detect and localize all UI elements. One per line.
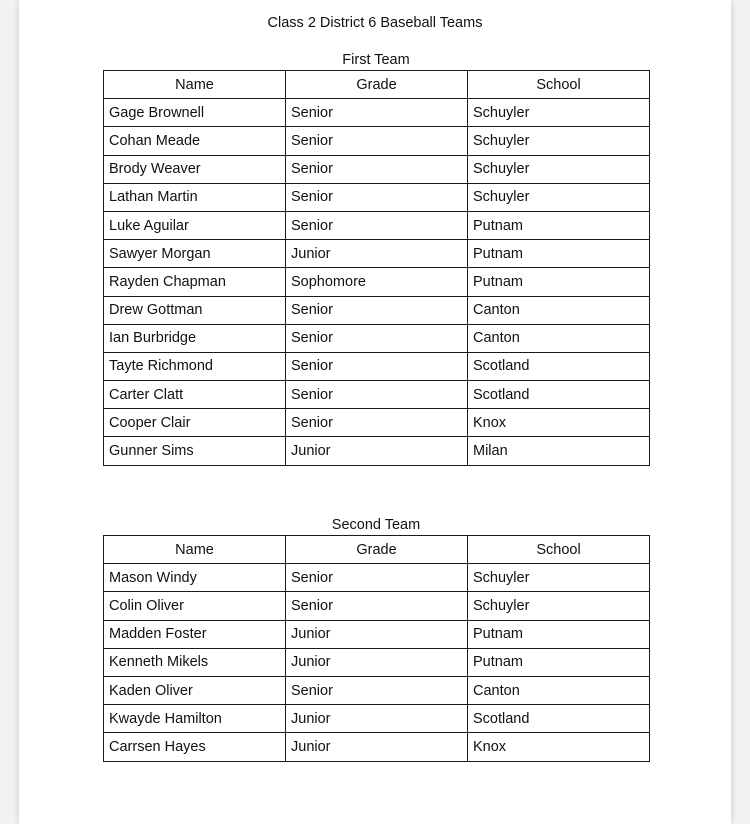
table-row — [104, 592, 650, 620]
school-cell: Putnam — [468, 240, 650, 268]
player-name-cell: Mason Windy — [104, 564, 286, 592]
grade-cell: Senior — [286, 676, 468, 704]
table-row — [104, 409, 650, 437]
player-name-cell: Cohan Meade — [104, 127, 286, 155]
table-row — [104, 564, 650, 592]
grade-cell: Senior — [286, 127, 468, 155]
player-name-cell: Colin Oliver — [104, 592, 286, 620]
grade-cell: Junior — [286, 705, 468, 733]
second-team-table — [103, 535, 650, 762]
grade-cell: Junior — [286, 733, 468, 761]
school-cell: Schuyler — [468, 183, 650, 211]
grade-cell: Senior — [286, 296, 468, 324]
player-name-cell: Carrsen Hayes — [104, 733, 286, 761]
table-header-row — [104, 536, 650, 564]
second-team-title: Second Team — [331, 517, 421, 533]
school-cell: Putnam — [468, 648, 650, 676]
table-row — [104, 352, 650, 380]
grade-cell: Senior — [286, 211, 468, 239]
player-name-cell: Lathan Martin — [104, 183, 286, 211]
player-name-cell: Gage Brownell — [104, 99, 286, 127]
table-row — [104, 733, 650, 761]
school-cell: Milan — [468, 437, 650, 465]
grade-cell: Senior — [286, 352, 468, 380]
table-row — [104, 99, 650, 127]
school-cell: Schuyler — [468, 564, 650, 592]
table-row — [104, 127, 650, 155]
school-cell: Putnam — [468, 211, 650, 239]
table-row — [104, 381, 650, 409]
player-name-cell: Madden Foster — [104, 620, 286, 648]
player-name-cell: Cooper Clair — [104, 409, 286, 437]
first-team-table — [103, 70, 650, 466]
document-page — [19, 0, 731, 824]
table-row — [104, 296, 650, 324]
column-header-name: Name — [104, 71, 286, 99]
column-header-grade: Grade — [286, 71, 468, 99]
player-name-cell: Kaden Oliver — [104, 676, 286, 704]
player-name-cell: Luke Aguilar — [104, 211, 286, 239]
school-cell: Scotland — [468, 352, 650, 380]
grade-cell: Junior — [286, 620, 468, 648]
school-cell: Putnam — [468, 620, 650, 648]
grade-cell: Junior — [286, 648, 468, 676]
document-title: Class 2 District 6 Baseball Teams — [267, 15, 483, 31]
school-cell: Canton — [468, 296, 650, 324]
grade-cell: Junior — [286, 437, 468, 465]
school-cell: Putnam — [468, 268, 650, 296]
table-row — [104, 676, 650, 704]
column-header-grade: Grade — [286, 536, 468, 564]
column-header-school: School — [468, 536, 650, 564]
grade-cell: Senior — [286, 381, 468, 409]
table-row — [104, 240, 650, 268]
school-cell: Knox — [468, 409, 650, 437]
player-name-cell: Drew Gottman — [104, 296, 286, 324]
school-cell: Knox — [468, 733, 650, 761]
grade-cell: Senior — [286, 183, 468, 211]
school-cell: Canton — [468, 324, 650, 352]
table-header-row — [104, 71, 650, 99]
table-row — [104, 705, 650, 733]
table-row — [104, 324, 650, 352]
player-name-cell: Rayden Chapman — [104, 268, 286, 296]
table-row — [104, 183, 650, 211]
player-name-cell: Gunner Sims — [104, 437, 286, 465]
table-row — [104, 648, 650, 676]
column-header-name: Name — [104, 536, 286, 564]
player-name-cell: Ian Burbridge — [104, 324, 286, 352]
grade-cell: Senior — [286, 564, 468, 592]
player-name-cell: Kwayde Hamilton — [104, 705, 286, 733]
table-row — [104, 155, 650, 183]
player-name-cell: Tayte Richmond — [104, 352, 286, 380]
grade-cell: Sophomore — [286, 268, 468, 296]
school-cell: Scotland — [468, 705, 650, 733]
school-cell: Schuyler — [468, 99, 650, 127]
table-row — [104, 268, 650, 296]
player-name-cell: Brody Weaver — [104, 155, 286, 183]
first-team-title: First Team — [342, 52, 410, 68]
player-name-cell: Carter Clatt — [104, 381, 286, 409]
school-cell: Schuyler — [468, 592, 650, 620]
school-cell: Canton — [468, 676, 650, 704]
grade-cell: Senior — [286, 409, 468, 437]
grade-cell: Senior — [286, 155, 468, 183]
player-name-cell: Sawyer Morgan — [104, 240, 286, 268]
grade-cell: Senior — [286, 592, 468, 620]
table-row — [104, 620, 650, 648]
school-cell: Schuyler — [468, 155, 650, 183]
school-cell: Scotland — [468, 381, 650, 409]
player-name-cell: Kenneth Mikels — [104, 648, 286, 676]
grade-cell: Junior — [286, 240, 468, 268]
grade-cell: Senior — [286, 324, 468, 352]
table-row — [104, 437, 650, 465]
grade-cell: Senior — [286, 99, 468, 127]
table-row — [104, 211, 650, 239]
column-header-school: School — [468, 71, 650, 99]
school-cell: Schuyler — [468, 127, 650, 155]
